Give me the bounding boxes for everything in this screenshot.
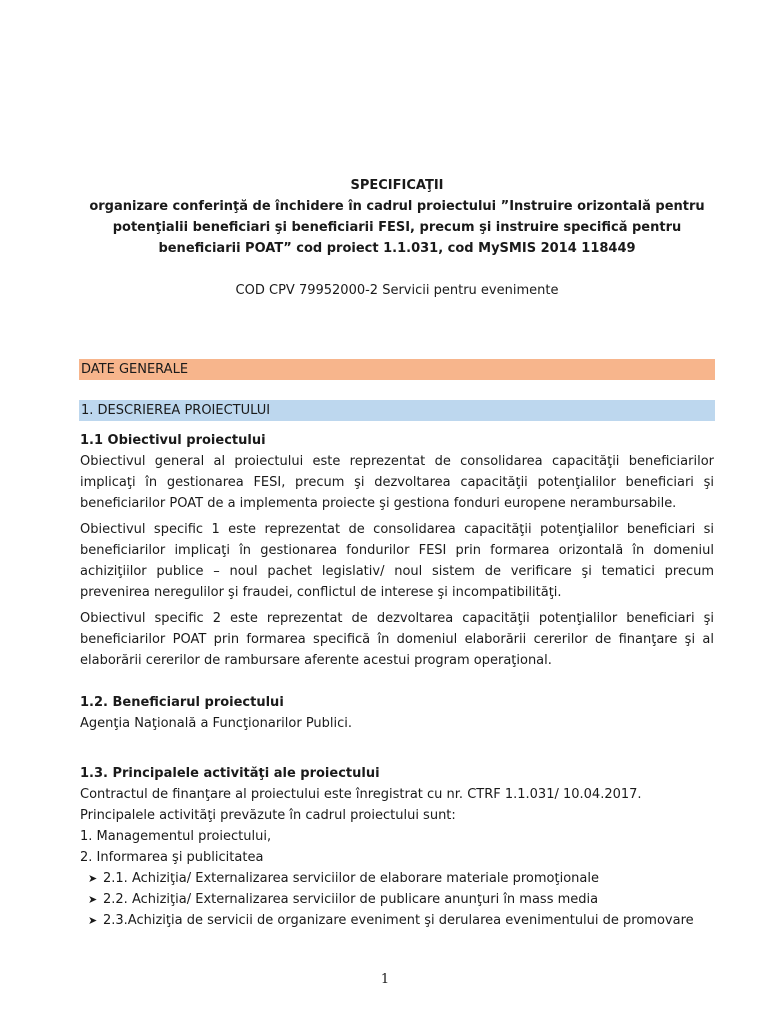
bullet-item [80,910,714,931]
document-title [80,175,714,259]
title-line: potenţialii beneficiari şi beneficiarii FESI, precum şi instruire specifică pentru [112,220,682,235]
paragraph: Obiectivul general al proiectului este reprezentat de consolidarea capacităţii beneficiarilor implicaţi în gestionarea FESI, precum şi dezvoltarea capacităţii potenţialilor beneficiari şi beneficiarilor POAT de a implementa proiecte şi gestiona fonduri europene nerambursabile. [80,454,714,511]
section-1-2 [80,692,714,734]
bullet-text: 2.1. Achiziţia/ Externalizarea serviciilor de elaborare materiale promoţionale [103,871,599,886]
bullet-text: 2.2. Achiziţia/ Externalizarea serviciilor de publicare anunţuri în mass media [103,892,599,907]
paragraph: Obiectivul specific 1 este reprezentat de consolidarea capacităţii potenţialilor beneficiari si beneficiarilor implicaţi în gestionarea fondurilor FESI prin formarea orizontală în domeniul achiziţiilor publice – noul pachet legislativ/ noul sistem de verificare şi tematici precum prevenirea neregulilor şi fraudei, conflictul de interese şi incompatibilităţi. [80,522,714,600]
title-line: organizare conferinţă de închidere în cadrul proiectului ”Instruire orizontală pentru [89,199,705,214]
bullet-item [80,868,714,889]
subsection-heading: 1.1 Obiectivul proiectului [80,433,266,448]
list-item: 1. Managementul proiectului, [80,829,272,844]
paragraph: Obiectivul specific 2 este reprezentat de dezvoltarea capacităţii potenţialilor beneficiari şi beneficiarilor POAT prin formarea specifică în domeniul elaborării cererilor de finanţare şi al elaborării cererilor de rambursare aferente acestui program operaţional. [80,611,714,668]
page-number: 1 [380,972,390,987]
cpv-code: COD CPV 79952000-2 Servicii pentru evenimente [235,283,559,298]
paragraph: Contractul de finanţare al proiectului este înregistrat cu nr. CTRF 1.1.031/ 10.04.2017. [80,787,642,802]
arrow-bullet-icon: ➤ [88,872,98,885]
arrow-bullet-icon: ➤ [88,893,98,906]
paragraph: Agenţia Naţională a Funcţionarilor Publici. [80,716,353,731]
section-general-heading: DATE GENERALE [79,359,715,380]
arrow-bullet-icon: ➤ [88,914,98,927]
section-1-heading: 1. DESCRIEREA PROIECTULUI [79,400,715,421]
paragraph: Principalele activităţi prevăzute în cadrul proiectului sunt: [80,808,456,823]
subsection-heading: 1.2. Beneficiarul proiectului [80,695,284,710]
subsection-heading: 1.3. Principalele activităţi ale proiectului [80,766,380,781]
section-1-1 [80,430,714,671]
section-1-3 [80,763,714,931]
list-item: 2. Informarea şi publicitatea [80,850,264,865]
bullet-item [80,889,714,910]
bullet-text: 2.3.Achiziţia de servicii de organizare eveniment şi derularea evenimentului de promovare [103,913,694,928]
title-line: beneficiarii POAT” cod proiect 1.1.031, cod MySMIS 2014 118449 [158,241,636,256]
title-line: SPECIFICAŢII [350,178,444,193]
